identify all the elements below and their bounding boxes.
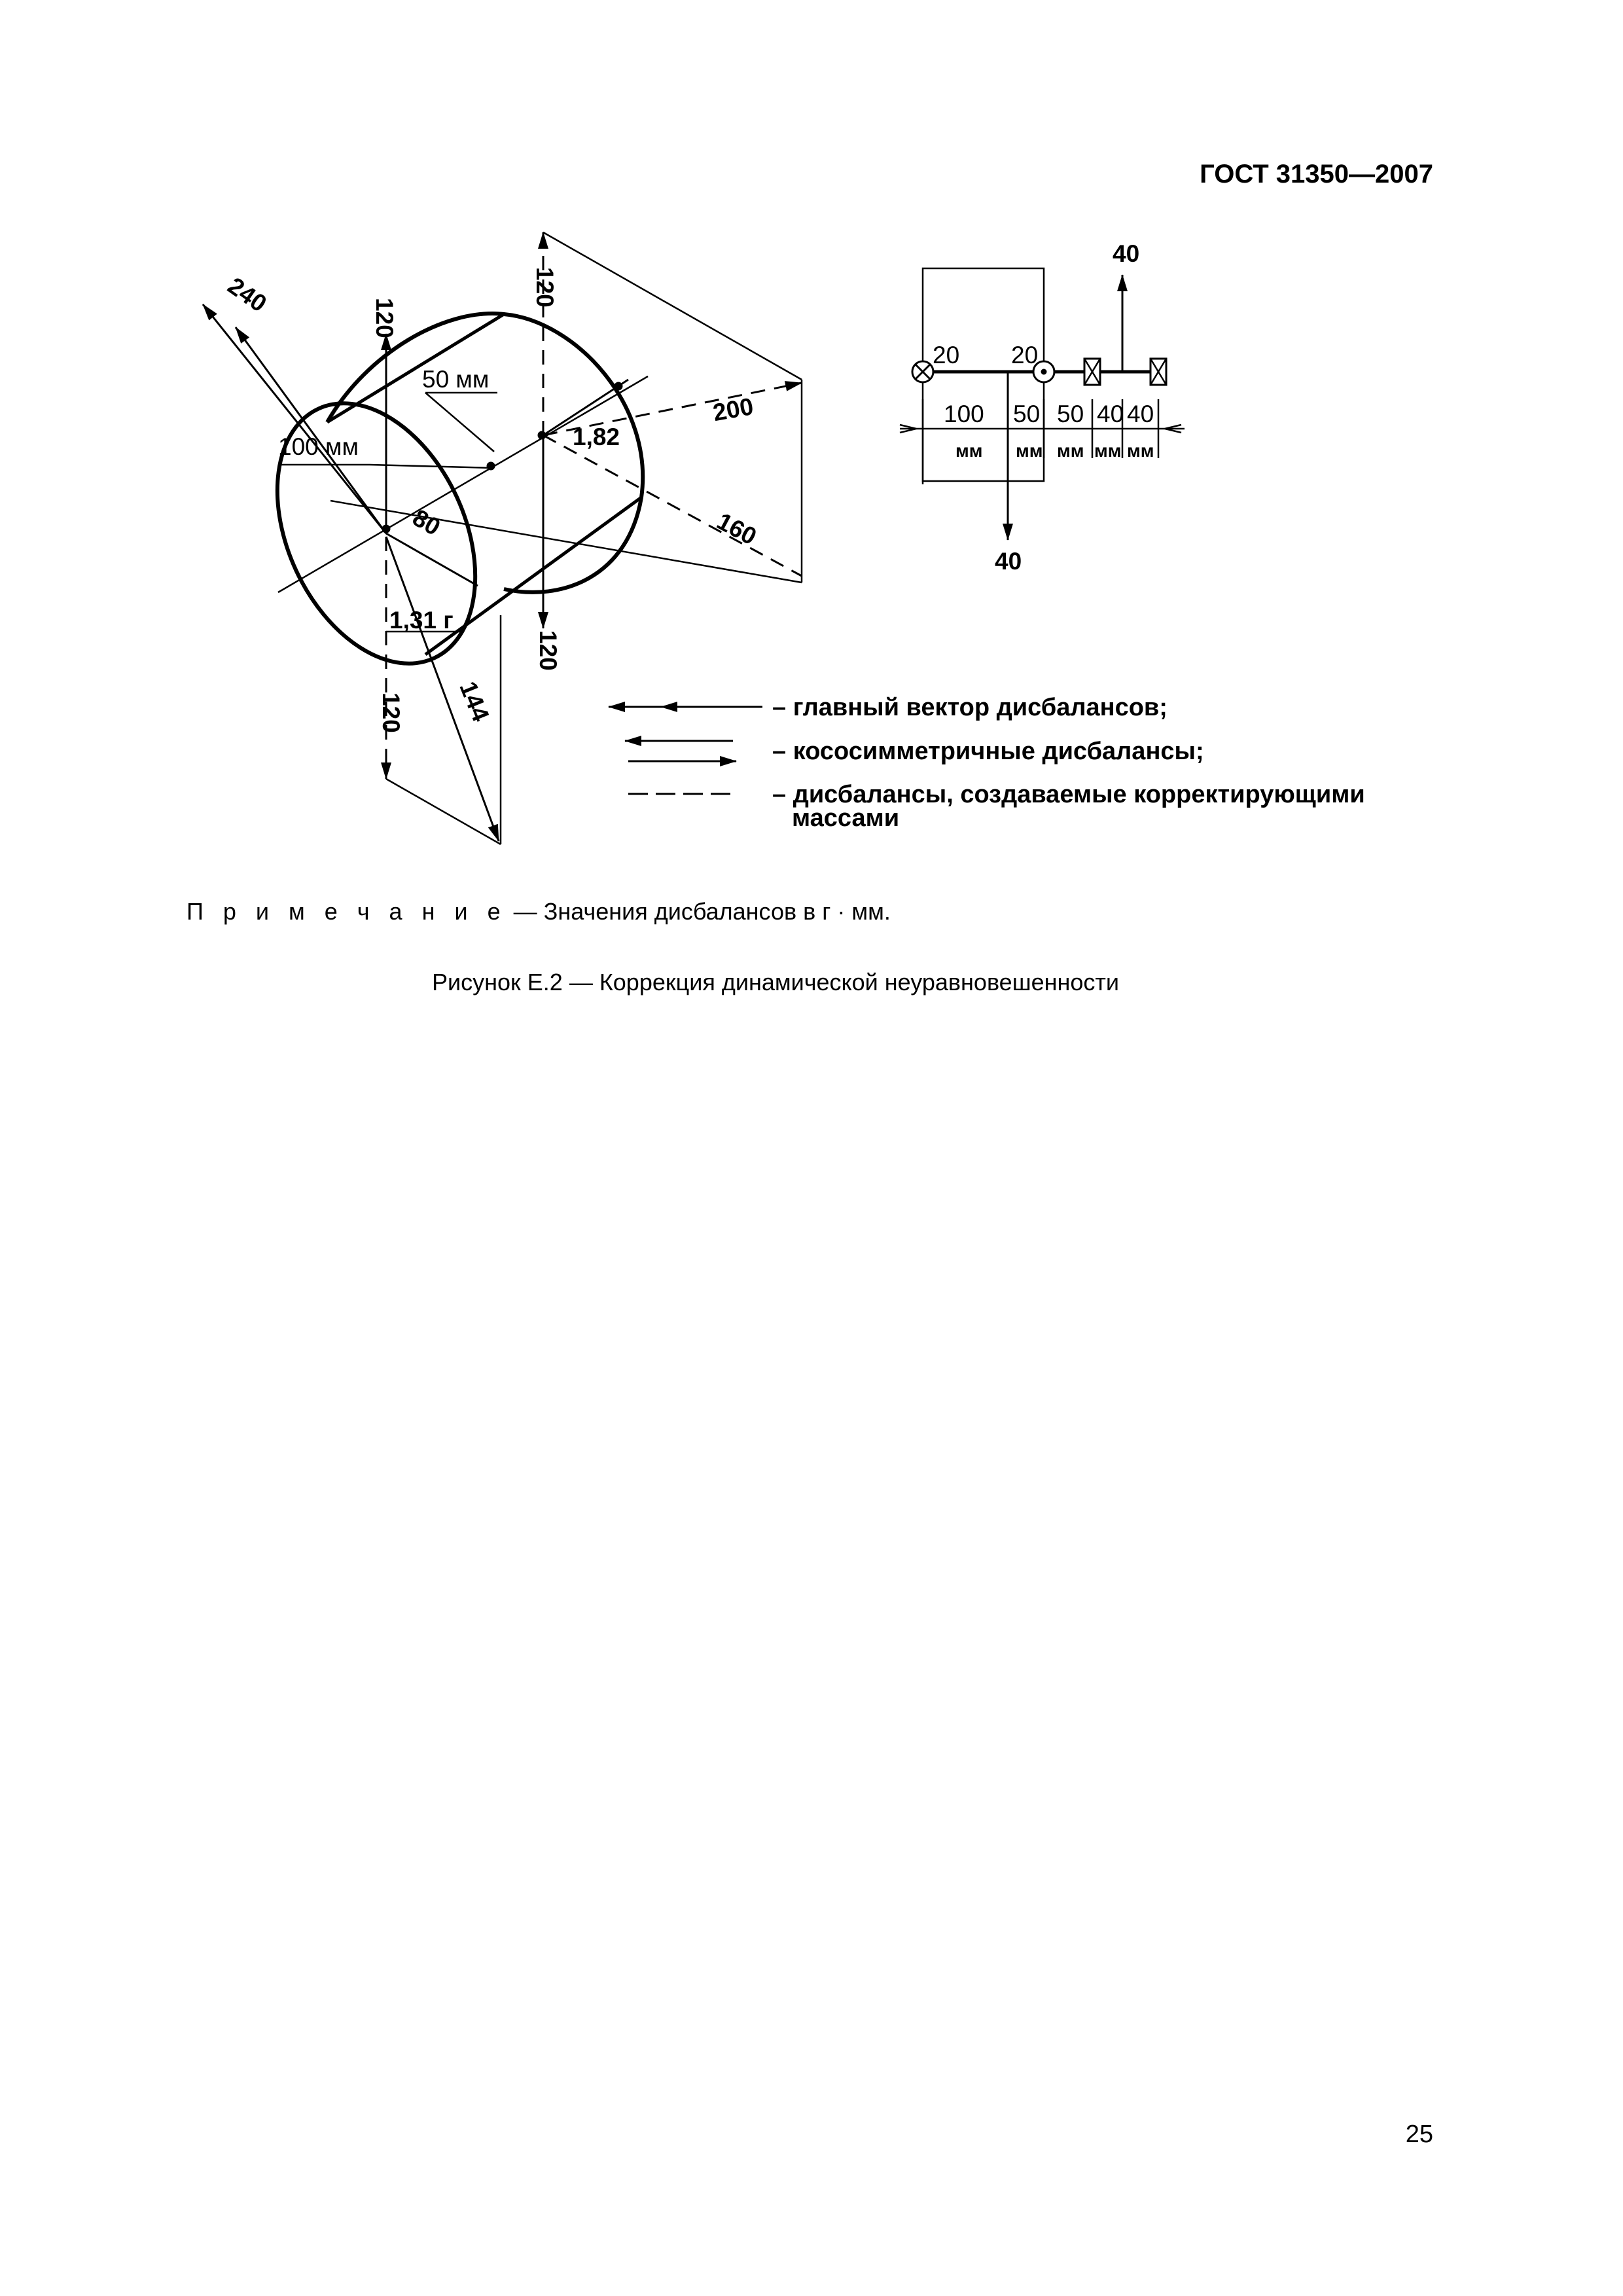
vector-160 xyxy=(543,435,802,576)
legend-correcting-text-2: массами xyxy=(792,804,900,832)
label-160: 160 xyxy=(712,507,761,550)
note xyxy=(187,898,891,925)
label-120-bottom-left: 120 xyxy=(378,692,404,733)
vector-240 xyxy=(203,304,386,533)
mass-right-label: 20 xyxy=(1011,342,1039,368)
dim-value: 50 xyxy=(1057,401,1084,427)
label-182: 1,82 xyxy=(573,423,620,450)
legend-correcting-text-1: – дисбалансы, создаваемые корректирующими xyxy=(772,781,1365,808)
dim-unit: мм xyxy=(1127,440,1154,461)
legend-skew-text: – кососимметричные дисбалансы; xyxy=(772,738,1204,765)
dim-unit: мм xyxy=(955,440,983,461)
label-131g: 1,31 г xyxy=(389,607,454,634)
label-120-top-left: 120 xyxy=(371,298,398,338)
label-120-bottom-mid: 120 xyxy=(535,630,562,671)
label-100mm: 100 мм xyxy=(278,433,359,460)
bottom-force-label: 40 xyxy=(995,548,1022,575)
standard-header: ГОСТ 31350—2007 xyxy=(1200,160,1433,188)
dim-value: 40 xyxy=(1097,401,1124,427)
label-144: 144 xyxy=(454,677,495,725)
cylinder-back-face xyxy=(327,314,643,592)
cylinder-labels xyxy=(223,267,761,733)
label-240: 240 xyxy=(223,272,272,317)
dim-value: 40 xyxy=(1127,401,1154,427)
dim-unit: мм xyxy=(1057,440,1084,461)
mass-left-label: 20 xyxy=(933,342,960,368)
note-text: — Значения дисбалансов в г · мм. xyxy=(507,898,891,925)
figure-e2 xyxy=(0,0,1623,916)
legend-main-vector-text: – главный вектор дисбалансов; xyxy=(772,694,1168,721)
figure-caption: Рисунок Е.2 — Коррекция динамической неуравновешенности xyxy=(432,969,1119,996)
dim-unit: мм xyxy=(1016,440,1043,461)
label-120-top-mid: 120 xyxy=(531,267,558,308)
cylinder-drawing xyxy=(203,232,802,844)
dim-value: 50 xyxy=(1013,401,1041,427)
cylinder-front-face xyxy=(238,372,514,696)
legend xyxy=(609,694,1365,832)
dim-value: 100 xyxy=(944,401,984,427)
page-number: 25 xyxy=(1405,2121,1433,2148)
label-80: 80 xyxy=(408,504,445,541)
label-200: 200 xyxy=(711,393,756,427)
label-50mm: 50 мм xyxy=(422,366,490,393)
top-force-label: 40 xyxy=(1113,240,1140,267)
dim-unit: мм xyxy=(1094,440,1122,461)
note-prefix: П р и м е ч а н и е xyxy=(187,898,507,925)
